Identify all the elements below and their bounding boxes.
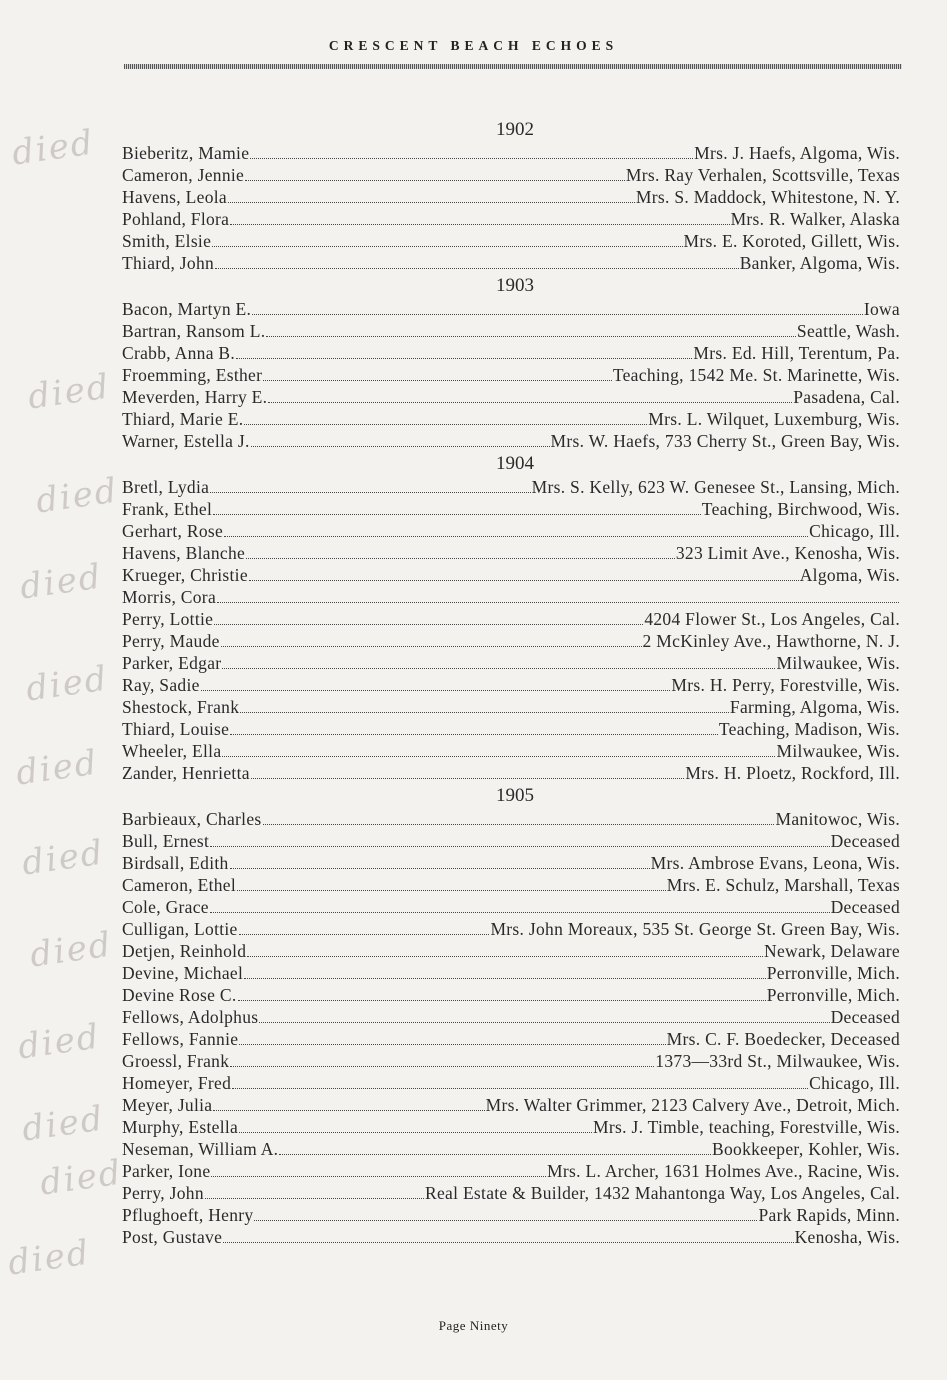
dot-leader: [230, 867, 650, 869]
alumni-name: Homeyer, Fred: [122, 1073, 232, 1093]
dot-leader: [239, 933, 490, 935]
dot-leader: [230, 1065, 654, 1067]
dot-leader: [245, 179, 625, 181]
alumni-entry: [122, 386, 900, 408]
dot-leader: [215, 267, 739, 269]
alumni-entry: [122, 962, 900, 984]
alumni-name: Bacon, Martyn E.: [122, 299, 252, 319]
alumni-entry: [122, 520, 900, 542]
alumni-entry: [122, 1006, 900, 1028]
class-year-heading: 1902: [496, 119, 534, 140]
alumni-entry: [122, 1204, 900, 1226]
alumni-info: Seattle, Wash.: [796, 321, 900, 341]
alumni-name: Thiard, Louise: [122, 719, 230, 739]
alumni-info: Teaching, Birchwood, Wis.: [701, 499, 900, 519]
alumni-name: Culligan, Lottie: [122, 919, 238, 939]
dot-leader: [222, 667, 775, 669]
class-year-heading: 1904: [496, 453, 534, 474]
dot-leader: [259, 1021, 829, 1023]
alumni-entry: [122, 652, 900, 674]
dot-leader: [263, 379, 612, 381]
dot-leader: [205, 1197, 424, 1199]
alumni-info: Park Rapids, Minn.: [758, 1205, 900, 1225]
alumni-name: Meyer, Julia: [122, 1095, 213, 1115]
alumni-entry: [122, 142, 900, 164]
alumni-name: Perry, Lottie: [122, 609, 214, 629]
dot-leader: [254, 1219, 757, 1221]
alumni-name: Cameron, Jennie: [122, 165, 245, 185]
alumni-entry: [122, 586, 900, 608]
alumni-entry: [122, 1072, 900, 1094]
alumni-name: Post, Gustave: [122, 1227, 223, 1247]
class-year-heading: 1905: [496, 785, 534, 806]
dot-leader: [221, 645, 642, 647]
alumni-info: Mrs. J. Haefs, Algoma, Wis.: [694, 143, 900, 163]
margin-note: died: [15, 1016, 103, 1068]
alumni-info: 2 McKinley Ave., Hawthorne, N. J.: [642, 631, 900, 651]
alumni-info: 1373—33rd St., Milwaukee, Wis.: [655, 1051, 900, 1071]
alumni-info: Deceased: [830, 897, 900, 917]
class-year-heading: 1903: [496, 275, 534, 296]
dot-leader: [224, 535, 808, 537]
dot-leader: [237, 889, 666, 891]
alumni-info: Iowa: [863, 299, 900, 319]
alumni-entry: [122, 208, 900, 230]
header-rule: [124, 64, 902, 69]
alumni-name: Fellows, Adolphus: [122, 1007, 259, 1027]
dot-leader: [240, 711, 729, 713]
alumni-name: Shestock, Frank: [122, 697, 240, 717]
alumni-name: Froemming, Esther: [122, 365, 263, 385]
alumni-entry: [122, 1050, 900, 1072]
alumni-entry: [122, 186, 900, 208]
alumni-name: Thiard, John: [122, 253, 215, 273]
alumni-entry: [122, 918, 900, 940]
dot-leader: [266, 335, 795, 337]
dot-leader: [210, 911, 830, 913]
alumni-name: Ray, Sadie: [122, 675, 200, 695]
alumni-info: Real Estate & Builder, 1432 Mahantonga Way, Los Angeles, Cal.: [425, 1183, 900, 1203]
alumni-info: Algoma, Wis.: [799, 565, 900, 585]
alumni-name: Devine, Michael: [122, 963, 244, 983]
alumni-info: Teaching, 1542 Me. St. Marinette, Wis.: [612, 365, 900, 385]
alumni-entry: [122, 430, 900, 452]
dot-leader: [223, 1241, 793, 1243]
dot-leader: [251, 445, 550, 447]
page-header-title: CRESCENT BEACH ECHOES: [328, 38, 619, 53]
margin-note: died: [33, 470, 121, 522]
dot-leader: [251, 777, 685, 779]
alumni-entry: [122, 498, 900, 520]
alumni-entry: [122, 762, 900, 784]
alumni-entry: [122, 342, 900, 364]
alumni-entry: [122, 1094, 900, 1116]
dot-leader: [250, 157, 693, 159]
alumni-entry: [122, 364, 900, 386]
margin-note: died: [27, 924, 115, 976]
alumni-entry: [122, 808, 900, 830]
dot-leader: [252, 313, 863, 315]
alumni-entry: [122, 940, 900, 962]
alumni-entry: [122, 1226, 900, 1248]
alumni-entry: [122, 542, 900, 564]
alumni-name: Parker, Ione: [122, 1161, 211, 1181]
dot-leader: [210, 845, 829, 847]
alumni-entry: [122, 252, 900, 274]
alumni-name: Crabb, Anna B.: [122, 343, 236, 363]
alumni-entry: [122, 1138, 900, 1160]
margin-note: died: [19, 1098, 107, 1150]
alumni-entry: [122, 320, 900, 342]
dot-leader: [232, 1087, 808, 1089]
margin-note: died: [9, 122, 97, 174]
dot-leader: [212, 245, 682, 247]
alumni-info: 4204 Flower St., Los Angeles, Cal.: [644, 609, 900, 629]
dot-leader: [263, 823, 775, 825]
alumni-name: Havens, Blanche: [122, 543, 246, 563]
dot-leader: [217, 601, 899, 603]
alumni-info: Kenosha, Wis.: [794, 1227, 900, 1247]
margin-note: died: [37, 1152, 125, 1204]
page-number: Page Ninety: [438, 1318, 509, 1333]
alumni-name: Devine Rose C.: [122, 985, 237, 1005]
margin-note: died: [19, 832, 107, 884]
alumni-info: Chicago, Ill.: [809, 521, 900, 541]
alumni-name: Cole, Grace: [122, 897, 209, 917]
alumni-name: Bieberitz, Mamie: [122, 143, 250, 163]
dot-leader: [249, 579, 799, 581]
alumni-name: Perry, Maude: [122, 631, 220, 651]
margin-note: died: [25, 366, 113, 418]
alumni-info: 323 Limit Ave., Kenosha, Wis.: [675, 543, 900, 563]
alumni-name: Wheeler, Ella: [122, 741, 222, 761]
alumni-name: Smith, Elsie: [122, 231, 212, 251]
alumni-info: Mrs. S. Kelly, 623 W. Genesee St., Lansing, Mich.: [531, 477, 900, 497]
alumni-info: Teaching, Madison, Wis.: [718, 719, 900, 739]
alumni-name: Fellows, Fannie: [122, 1029, 239, 1049]
dot-leader: [213, 513, 701, 515]
alumni-name: Murphy, Estella: [122, 1117, 239, 1137]
alumni-entry: [122, 408, 900, 430]
alumni-entry: [122, 984, 900, 1006]
alumni-list: [122, 118, 900, 1248]
margin-notes: [0, 0, 125, 1380]
dot-leader: [230, 223, 729, 225]
margin-note: died: [5, 1232, 93, 1284]
alumni-info: Mrs. H. Perry, Forestville, Wis.: [671, 675, 900, 695]
alumni-info: Deceased: [830, 831, 900, 851]
dot-leader: [222, 755, 775, 757]
alumni-name: Bull, Ernest: [122, 831, 210, 851]
alumni-info: Mrs. L. Archer, 1631 Holmes Ave., Racine, Wis.: [547, 1161, 900, 1181]
alumni-info: Mrs. Ed. Hill, Terentum, Pa.: [693, 343, 900, 363]
alumni-entry: [122, 674, 900, 696]
alumni-info: Farming, Algoma, Wis.: [729, 697, 900, 717]
alumni-name: Perry, John: [122, 1183, 204, 1203]
dot-leader: [239, 1043, 665, 1045]
dot-leader: [211, 1175, 546, 1177]
alumni-name: Detjen, Reinhold: [122, 941, 247, 961]
alumni-info: Mrs. E. Schulz, Marshall, Texas: [666, 875, 900, 895]
margin-note: died: [13, 742, 101, 794]
dot-leader: [236, 357, 692, 359]
dot-leader: [201, 689, 671, 691]
alumni-name: Neseman, William A.: [122, 1139, 279, 1159]
alumni-info: Mrs. H. Ploetz, Rockford, Ill.: [685, 763, 900, 783]
alumni-name: Meverden, Harry E.: [122, 387, 268, 407]
dot-leader: [279, 1153, 711, 1155]
dot-leader: [213, 1109, 484, 1111]
alumni-name: Warner, Estella J.: [122, 431, 250, 451]
alumni-name: Frank, Ethel: [122, 499, 213, 519]
alumni-entry: [122, 740, 900, 762]
alumni-entry: [122, 896, 900, 918]
dot-leader: [214, 623, 643, 625]
alumni-name: Havens, Leola: [122, 187, 227, 207]
alumni-entry: [122, 696, 900, 718]
alumni-entry: [122, 476, 900, 498]
alumni-info: Milwaukee, Wis.: [776, 653, 900, 673]
alumni-info: Chicago, Ill.: [809, 1073, 900, 1093]
alumni-info: Mrs. W. Haefs, 733 Cherry St., Green Bay, Wis.: [550, 431, 900, 451]
alumni-info: Mrs. C. F. Boedecker, Deceased: [666, 1029, 900, 1049]
alumni-entry: [122, 1028, 900, 1050]
alumni-entry: [122, 630, 900, 652]
alumni-info: Perronville, Mich.: [766, 963, 900, 983]
alumni-info: Banker, Algoma, Wis.: [739, 253, 900, 273]
dot-leader: [246, 557, 675, 559]
alumni-entry: [122, 1182, 900, 1204]
alumni-name: Cameron, Ethel: [122, 875, 237, 895]
dot-leader: [230, 733, 718, 735]
alumni-name: Barbieaux, Charles: [122, 809, 262, 829]
alumni-info: Newark, Delaware: [764, 941, 900, 961]
alumni-entry: [122, 1160, 900, 1182]
alumni-name: Thiard, Marie E.: [122, 409, 244, 429]
alumni-info: Mrs. L. Wilquet, Luxemburg, Wis.: [648, 409, 900, 429]
margin-note: died: [23, 658, 111, 710]
alumni-name: Gerhart, Rose: [122, 521, 224, 541]
alumni-entry: [122, 874, 900, 896]
alumni-info: Mrs. R. Walker, Alaska: [730, 209, 900, 229]
alumni-entry: [122, 230, 900, 252]
alumni-name: Morris, Cora: [122, 587, 217, 607]
alumni-entry: [122, 298, 900, 320]
margin-note: died: [17, 556, 105, 608]
alumni-name: Birdsall, Edith: [122, 853, 229, 873]
alumni-name: Bretl, Lydia: [122, 477, 210, 497]
dot-leader: [228, 201, 635, 203]
alumni-name: Bartran, Ransom L.: [122, 321, 266, 341]
alumni-name: Zander, Henrietta: [122, 763, 250, 783]
dot-leader: [210, 491, 530, 493]
alumni-entry: [122, 830, 900, 852]
alumni-info: Pasadena, Cal.: [793, 387, 900, 407]
alumni-info: Manitowoc, Wis.: [775, 809, 900, 829]
dot-leader: [238, 999, 766, 1001]
dot-leader: [239, 1131, 592, 1133]
alumni-info: Milwaukee, Wis.: [776, 741, 900, 761]
alumni-name: Parker, Edgar: [122, 653, 222, 673]
alumni-name: Groessl, Frank: [122, 1051, 230, 1071]
dot-leader: [247, 955, 763, 957]
dot-leader: [244, 977, 766, 979]
alumni-entry: [122, 564, 900, 586]
alumni-entry: [122, 1116, 900, 1138]
alumni-info: Mrs. Ray Verhalen, Scottsville, Texas: [625, 165, 900, 185]
alumni-entry: [122, 852, 900, 874]
alumni-name: Krueger, Christie: [122, 565, 248, 585]
alumni-entry: [122, 718, 900, 740]
alumni-info: Mrs. J. Timble, teaching, Forestville, Wis.: [593, 1117, 900, 1137]
alumni-info: Bookkeeper, Kohler, Wis.: [712, 1139, 900, 1159]
alumni-info: Perronville, Mich.: [766, 985, 900, 1005]
alumni-info: Deceased: [830, 1007, 900, 1027]
dot-leader: [244, 423, 647, 425]
alumni-entry: [122, 608, 900, 630]
alumni-info: Mrs. Walter Grimmer, 2123 Calvery Ave., Detroit, Mich.: [485, 1095, 900, 1115]
alumni-info: Mrs. E. Koroted, Gillett, Wis.: [683, 231, 900, 251]
alumni-info: Mrs. S. Maddock, Whitestone, N. Y.: [635, 187, 900, 207]
alumni-info: Mrs. John Moreaux, 535 St. George St. Green Bay, Wis.: [490, 919, 900, 939]
alumni-info: Mrs. Ambrose Evans, Leona, Wis.: [650, 853, 900, 873]
alumni-name: Pflughoeft, Henry: [122, 1205, 254, 1225]
alumni-entry: [122, 164, 900, 186]
dot-leader: [268, 401, 792, 403]
alumni-name: Pohland, Flora: [122, 209, 230, 229]
